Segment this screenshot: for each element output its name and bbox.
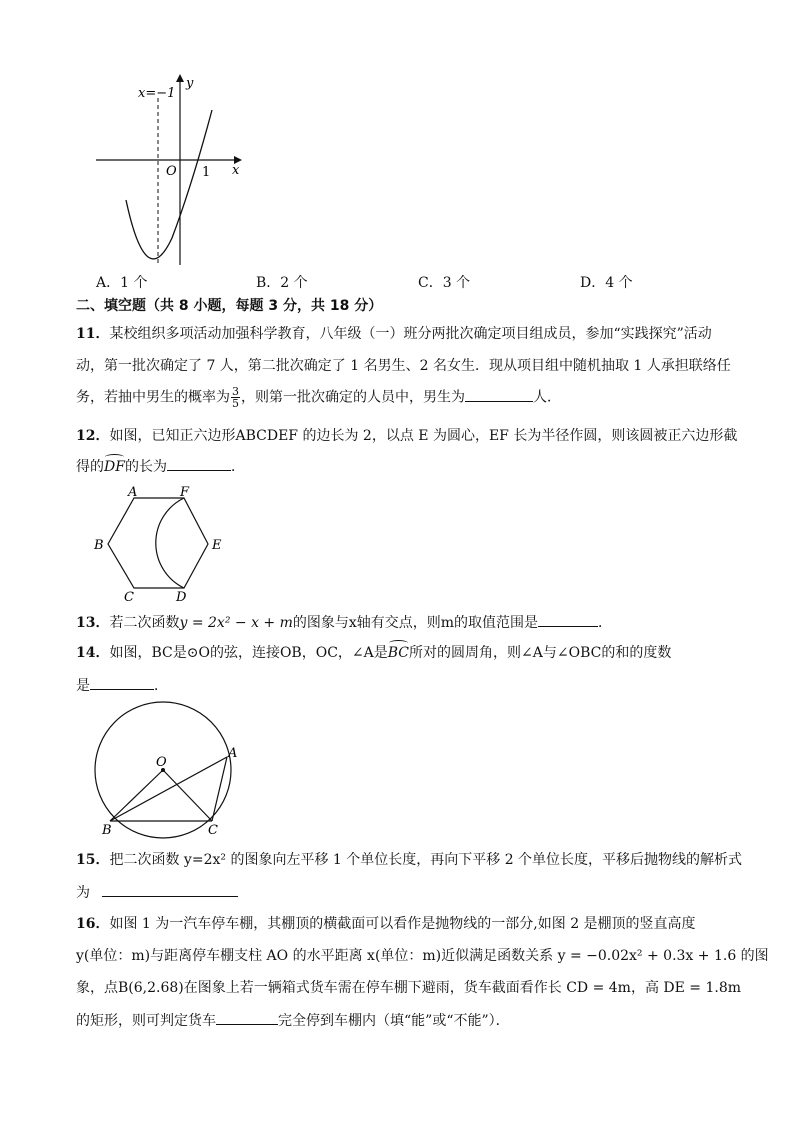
- q12-answer-blank[interactable]: [167, 456, 231, 471]
- xeq-label: x=−1: [138, 86, 176, 101]
- q12-number: 12．: [76, 428, 110, 444]
- q16-line1: 16．如图 1 为一汽车停车棚，其棚顶的横截面可以看作是抛物线的一部分,如图 2 是棚顶的竖直高度: [76, 916, 696, 932]
- parabola-graph: [92, 70, 252, 270]
- circle-label-a: A: [228, 746, 238, 761]
- q13-number: 13．: [76, 615, 110, 631]
- q16-number: 16．: [76, 916, 110, 932]
- q14-number: 14．: [76, 645, 110, 661]
- q14-line1: 14．如图，BC是⊙O的弦，连接OB，OC，∠A是BC所对的圆周角，则∠A与∠OBC的和的度数: [76, 645, 672, 661]
- q11-line1: 11．某校组织多项活动加强科学教育，八年级（一）班分两批次确定项目组成员，参加“实践探究”活动: [76, 326, 712, 342]
- q16-line3: 象，点B(6,2.68)在图象上若一辆箱式货车需在停车棚下避雨，货车截面看作长 CD = 4m，高 DE = 1.8m: [76, 980, 742, 996]
- arc-bc: BC: [387, 645, 410, 661]
- hex-label-f: F: [180, 485, 190, 500]
- hex-label-d: D: [176, 590, 187, 604]
- circle-label-c: C: [208, 823, 218, 838]
- section-title: 二、填空题（共 8 小题，每题 3 分，共 18 分）: [76, 298, 383, 314]
- one-label: 1: [202, 165, 211, 180]
- arc-df: DF: [104, 459, 125, 475]
- x-axis-label: x: [232, 163, 240, 178]
- q11-line3: 务，若抽中男生的概率为 $\frac{3}{5}$ ，则第一批次确定的人员中，男生为 人．: [76, 385, 561, 410]
- option-c[interactable]: C．3 个: [418, 275, 471, 291]
- option-d[interactable]: D．4 个: [580, 275, 633, 291]
- q14-answer-blank[interactable]: [90, 675, 154, 690]
- q11-number: 11．: [76, 326, 110, 342]
- q16-line4: 的矩形，则可判定货车 完全停到车棚内（填“能”或“不能”）．: [76, 1010, 510, 1031]
- q13-answer-blank[interactable]: [538, 612, 598, 627]
- q15-line1: 15．把二次函数 y=2x² 的图象向左平移 1 个单位长度，再向下平移 2 个单位长度，平移后抛物线的解析式: [76, 852, 743, 868]
- hex-label-e: E: [212, 538, 222, 553]
- q16-line2: y(单位：m)与距离停车棚支柱 AO 的水平距离 x(单位：m)近似满足函数关系 y = −0.02x² + 0.3x + 1.6 的图: [76, 948, 769, 964]
- q12-line1: 12．如图，已知正六边形ABCDEF 的边长为 2，以点 E 为圆心，EF 长为半径作圆，则该圆被正六边形截: [76, 428, 738, 444]
- hex-label-b: B: [94, 538, 104, 553]
- q13-formula: y = 2x² − x + m: [179, 615, 293, 631]
- circle-label-b: B: [102, 823, 112, 838]
- option-a[interactable]: A．1 个: [96, 275, 148, 291]
- circle-label-o: O: [156, 755, 167, 770]
- q13-line: 13．若二次函数y = 2x² − x + m的图象与x轴有交点，则m的取值范围是 ．: [76, 612, 612, 633]
- hexagon-figure: [90, 484, 230, 604]
- q16-answer-blank[interactable]: [216, 1010, 278, 1025]
- q11-line2: 动，第一批次确定了 7 人，第二批次确定了 1 名男生、2 名女生．现从项目组中随机抽取 1 人承担联络任: [76, 358, 731, 374]
- q15-number: 15．: [76, 852, 110, 868]
- hex-label-c: C: [124, 590, 134, 604]
- q15-answer-blank[interactable]: [102, 882, 238, 897]
- q15-line2: 为: [76, 882, 238, 903]
- circle-figure: [88, 700, 248, 840]
- fraction-3-5: $\frac{3}{5}$: [232, 385, 239, 410]
- q14-line2: 是 ．: [76, 675, 168, 696]
- y-axis-label: y: [186, 76, 194, 91]
- q12-line2: 得的DF的长为 ．: [76, 456, 245, 477]
- q11-answer-blank[interactable]: [465, 387, 533, 402]
- origin-label: O: [166, 164, 177, 179]
- option-b[interactable]: B．2 个: [256, 275, 308, 291]
- hex-label-a: A: [128, 485, 138, 500]
